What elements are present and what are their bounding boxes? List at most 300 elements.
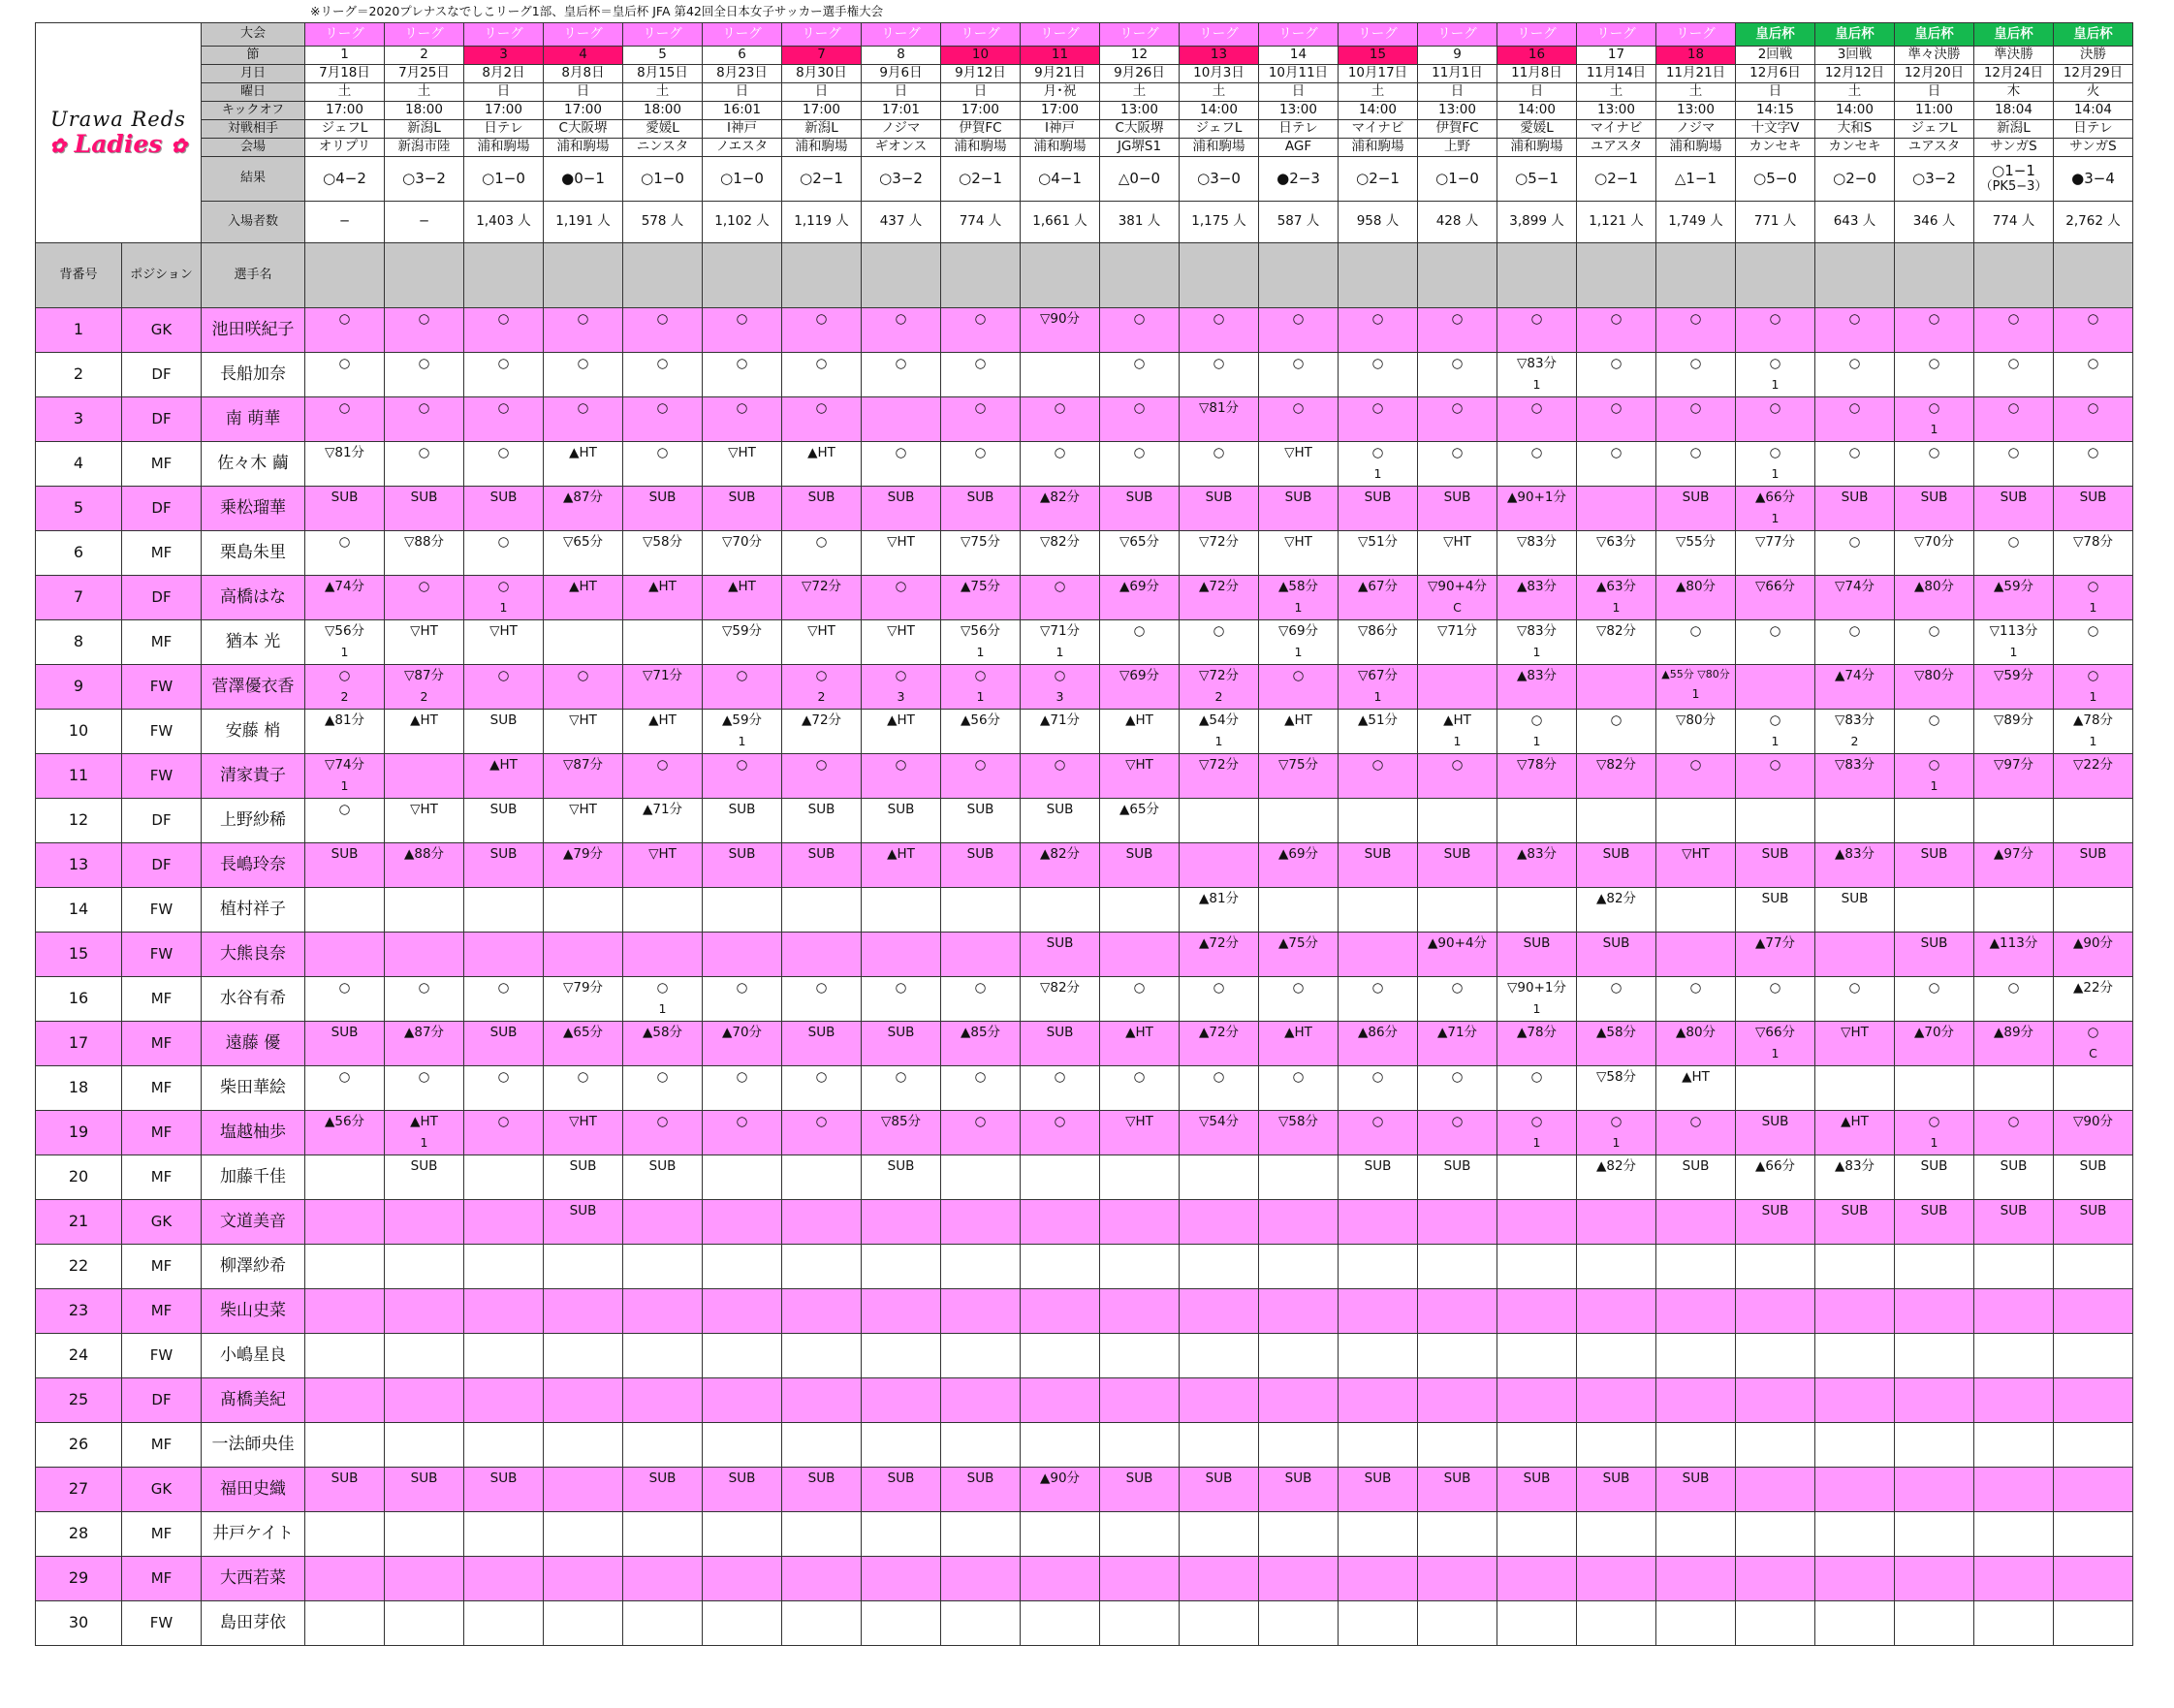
- goal-count: 1: [738, 733, 746, 748]
- appearance-cell: [1418, 1378, 1497, 1423]
- appearance-status: ○: [1213, 1069, 1225, 1085]
- appearance-cell: [1815, 1557, 1895, 1601]
- appearance-cell: [385, 1334, 464, 1378]
- appearance-cell: [464, 799, 544, 843]
- appearance-status: ▲80分: [1675, 1025, 1717, 1040]
- appearance-status: ▽81分: [324, 445, 365, 460]
- appearance-cell: [1497, 1289, 1577, 1334]
- player-number: 11: [36, 754, 122, 799]
- appearance-cell: [1895, 933, 1974, 977]
- match-opp: ジェフL: [1895, 120, 1974, 139]
- appearance-status: ▲113分: [1989, 935, 2038, 951]
- header-label-opp: 対戦相手: [202, 120, 305, 139]
- appearance-status: [782, 1382, 861, 1398]
- appearance-cell: [1259, 1423, 1339, 1468]
- appearance-cell: [385, 710, 464, 754]
- appearance-cell: [1339, 1022, 1418, 1066]
- appearance-status: ○: [1371, 757, 1384, 773]
- appearance-cell: [1736, 531, 1815, 576]
- appearance-status: [1418, 892, 1497, 907]
- appearance-cell: [544, 1601, 623, 1646]
- appearance-status: [1100, 1293, 1179, 1309]
- appearance-cell: [544, 1557, 623, 1601]
- appearance-cell: [464, 665, 544, 710]
- appearance-status: [544, 1471, 622, 1487]
- logo-ladies: Ladies: [65, 129, 172, 158]
- appearance-status: [385, 1293, 463, 1309]
- appearance-cell: [2054, 1289, 2133, 1334]
- appearance-status: ▽75分: [960, 534, 1001, 550]
- appearance-cell: [1259, 710, 1339, 754]
- appearance-cell: [2054, 576, 2133, 620]
- appearance-status: ▽82分: [1039, 980, 1081, 996]
- appearance-status: [1497, 803, 1576, 818]
- appearance-status: ▲HT: [807, 445, 835, 460]
- appearance-status: [1339, 936, 1417, 952]
- player-row: [36, 576, 2133, 620]
- appearance-status: ▲75分: [1277, 935, 1319, 951]
- appearance-cell: [1974, 1512, 2054, 1557]
- appearance-status: ▽78分: [1516, 757, 1558, 773]
- appearance-status: ▽71分: [1039, 623, 1081, 639]
- appearance-status: [862, 1204, 940, 1219]
- header-row-kickoff: [36, 102, 2133, 120]
- appearance-cell: [1100, 665, 1180, 710]
- appearance-status: [1418, 1382, 1497, 1398]
- appearance-cell: [464, 620, 544, 665]
- appearance-cell: [862, 1066, 941, 1111]
- appearance-cell: [623, 353, 703, 397]
- match-kind: リーグ: [782, 23, 862, 47]
- match-opp: 日テレ: [1259, 120, 1339, 139]
- appearance-status: [1577, 1338, 1655, 1353]
- appearance-status: [1339, 892, 1417, 907]
- appearance-cell: [862, 1200, 941, 1245]
- match-venue: 浦和駒場: [1339, 139, 1418, 157]
- appearance-cell: [941, 620, 1021, 665]
- appearance-status: [1259, 1204, 1338, 1219]
- appearance-cell: [2054, 1378, 2133, 1423]
- appearance-cell: [1021, 620, 1100, 665]
- appearance-status: ▽51分: [1357, 534, 1399, 550]
- goal-count: 2: [1850, 733, 1859, 748]
- appearance-cell: [1815, 1245, 1895, 1289]
- appearance-status: ○: [815, 400, 828, 416]
- appearance-cell: [1736, 1066, 1815, 1111]
- goal-count: 1: [340, 777, 349, 793]
- appearance-status: ○: [736, 980, 748, 996]
- match-venue: ギオンス: [862, 139, 941, 157]
- appearance-status: [1895, 1293, 1973, 1309]
- appearance-status: [623, 1293, 702, 1309]
- goal-count: 1: [1294, 599, 1303, 615]
- match-att: 578 人: [623, 202, 703, 243]
- appearance-status: SUB: [1523, 1471, 1551, 1486]
- player-position: MF: [122, 1423, 202, 1468]
- appearance-status: ○: [1054, 1114, 1066, 1129]
- player-number: 14: [36, 888, 122, 933]
- appearance-status: [1497, 1338, 1576, 1353]
- appearance-status: [782, 1338, 861, 1353]
- appearance-status: ○: [1689, 980, 1702, 996]
- player-row: [36, 1289, 2133, 1334]
- goal-count: 1: [658, 1000, 667, 1016]
- appearance-status: [1736, 1605, 1814, 1621]
- appearance-status: [1418, 1427, 1497, 1442]
- appearance-status: SUB: [807, 846, 835, 862]
- match-kind: リーグ: [1180, 23, 1259, 47]
- appearance-status: ○: [815, 311, 828, 327]
- match-kind: リーグ: [1021, 23, 1100, 47]
- appearance-cell: [1339, 1512, 1418, 1557]
- appearance-cell: [1259, 1601, 1339, 1646]
- match-opp: 愛媛L: [1497, 120, 1577, 139]
- appearance-cell: [1577, 710, 1656, 754]
- appearance-status: SUB: [648, 490, 677, 505]
- appearance-cell: [1180, 397, 1259, 442]
- appearance-cell: [623, 531, 703, 576]
- appearance-status: [544, 1338, 622, 1353]
- appearance-cell: [862, 1155, 941, 1200]
- appearance-cell: [1418, 1423, 1497, 1468]
- appearance-cell: [1736, 799, 1815, 843]
- appearance-status: [1021, 1605, 1099, 1621]
- appearance-cell: [544, 397, 623, 442]
- appearance-cell: [1418, 754, 1497, 799]
- appearance-status: ▽22分: [2072, 757, 2114, 773]
- match-result: ○5−0: [1736, 157, 1815, 202]
- match-dow: 土: [1339, 83, 1418, 102]
- appearance-cell: [1497, 1423, 1577, 1468]
- match-result: ○1−0: [1418, 157, 1497, 202]
- player-number: 26: [36, 1423, 122, 1468]
- appearance-cell: [941, 1111, 1021, 1155]
- appearance-cell: [1021, 1334, 1100, 1378]
- appearance-cell: [1815, 442, 1895, 487]
- appearance-status: SUB: [1364, 1471, 1392, 1486]
- appearance-status: [1180, 1427, 1258, 1442]
- player-row: [36, 1334, 2133, 1378]
- appearance-status: [1815, 1427, 1894, 1442]
- player-name: 柴田華絵: [202, 1066, 305, 1111]
- appearance-status: [2054, 1561, 2132, 1576]
- appearance-status: ○: [338, 1069, 351, 1085]
- match-result: ●0−1: [544, 157, 623, 202]
- appearance-status: [1339, 1516, 1417, 1532]
- appearance-status: SUB: [489, 846, 518, 862]
- match-date: 8月30日: [782, 65, 862, 83]
- appearance-cell: [2054, 397, 2133, 442]
- appearance-status: [1021, 357, 1099, 372]
- appearance-status: ○: [1769, 445, 1781, 460]
- player-number: 19: [36, 1111, 122, 1155]
- match-att: 1,191 人: [544, 202, 623, 243]
- match-result: ○2−1: [941, 157, 1021, 202]
- appearance-cell: [305, 1245, 385, 1289]
- appearance-status: SUB: [1364, 490, 1392, 505]
- player-number: 13: [36, 843, 122, 888]
- appearance-status: ○: [1610, 311, 1623, 327]
- appearance-cell: [2054, 1022, 2133, 1066]
- appearance-status: ○: [974, 1114, 987, 1129]
- goal-count: 1: [1373, 688, 1382, 704]
- appearance-cell: [1656, 620, 1736, 665]
- appearance-status: [1895, 1516, 1973, 1532]
- appearance-status: ▽HT: [569, 802, 597, 817]
- appearance-cell: [385, 1378, 464, 1423]
- appearance-status: [1100, 1159, 1179, 1175]
- appearance-status: SUB: [1125, 490, 1153, 505]
- appearance-status: SUB: [1125, 846, 1153, 862]
- appearance-status: [1339, 803, 1417, 818]
- appearance-cell: [941, 442, 1021, 487]
- appearance-cell: [782, 754, 862, 799]
- appearance-cell: [1418, 1557, 1497, 1601]
- player-name: 髙橋美紀: [202, 1378, 305, 1423]
- appearance-status: ▲HT: [569, 579, 597, 594]
- appearance-cell: [1100, 977, 1180, 1022]
- appearance-cell: [623, 1512, 703, 1557]
- appearance-status: ○: [1133, 1069, 1146, 1085]
- appearance-status: [1180, 1561, 1258, 1576]
- appearance-status: ○: [1054, 668, 1066, 683]
- match-opp: 日テレ: [2054, 120, 2133, 139]
- appearance-status: ○: [338, 980, 351, 996]
- player-header-blank: [1418, 243, 1497, 308]
- header-label-date: 月日: [202, 65, 305, 83]
- player-header-blank: [1339, 243, 1418, 308]
- match-venue: 浦和駒場: [941, 139, 1021, 157]
- appearance-status: ○: [1848, 356, 1861, 371]
- appearance-status: SUB: [648, 1158, 677, 1174]
- player-row: [36, 1557, 2133, 1601]
- player-position: MF: [122, 1289, 202, 1334]
- appearance-status: [1577, 1605, 1655, 1621]
- appearance-status: ▽87分: [562, 757, 604, 773]
- appearance-status: ▽HT: [728, 445, 756, 460]
- appearance-status: [782, 1427, 861, 1442]
- player-row: [36, 620, 2133, 665]
- player-number: 17: [36, 1022, 122, 1066]
- appearance-status: SUB: [728, 802, 756, 817]
- appearance-status: ○: [1848, 400, 1861, 416]
- appearance-status: ○: [2007, 400, 2020, 416]
- appearance-cell: [2054, 1200, 2133, 1245]
- appearance-cell: [703, 442, 782, 487]
- appearance-status: [1180, 1338, 1258, 1353]
- appearance-cell: [1895, 754, 1974, 799]
- appearance-status: ○: [1054, 579, 1066, 594]
- match-venue: 浦和駒場: [464, 139, 544, 157]
- goal-count: 1: [1532, 376, 1541, 392]
- appearance-status: ○: [1848, 311, 1861, 327]
- match-venue: AGF: [1259, 139, 1339, 157]
- player-name: 島田芽依: [202, 1601, 305, 1646]
- appearance-cell: [1100, 442, 1180, 487]
- appearance-cell: [1180, 576, 1259, 620]
- appearance-cell: [1656, 1557, 1736, 1601]
- appearance-cell: [464, 888, 544, 933]
- match-date: 7月25日: [385, 65, 464, 83]
- appearance-cell: [2054, 843, 2133, 888]
- appearance-cell: [305, 442, 385, 487]
- appearance-status: ○: [1848, 980, 1861, 996]
- appearance-cell: [544, 1378, 623, 1423]
- appearance-status: [941, 1159, 1020, 1175]
- appearance-status: ▽72分: [1198, 534, 1240, 550]
- match-venue: 浦和駒場: [544, 139, 623, 157]
- appearance-cell: [1100, 710, 1180, 754]
- appearance-status: SUB: [966, 802, 994, 817]
- match-sec: 7: [782, 47, 862, 65]
- match-opp: マイナビ: [1577, 120, 1656, 139]
- appearance-cell: [1577, 308, 1656, 353]
- match-date: 11月1日: [1418, 65, 1497, 83]
- appearance-cell: [1100, 1022, 1180, 1066]
- appearance-cell: [544, 1200, 623, 1245]
- appearance-cell: [1736, 1557, 1815, 1601]
- appearance-status: SUB: [410, 1158, 438, 1174]
- appearance-status: ○: [1213, 980, 1225, 996]
- appearance-cell: [1736, 843, 1815, 888]
- appearance-cell: [1895, 888, 1974, 933]
- appearance-status: ○: [1292, 311, 1305, 327]
- appearance-cell: [464, 1334, 544, 1378]
- player-number: 3: [36, 397, 122, 442]
- appearance-cell: [1021, 487, 1100, 531]
- appearance-cell: [862, 1423, 941, 1468]
- appearance-cell: [1259, 576, 1339, 620]
- appearance-status: ▲58分: [1595, 1025, 1637, 1040]
- appearance-cell: [1815, 933, 1895, 977]
- appearance-cell: [1180, 353, 1259, 397]
- appearance-cell: [703, 799, 782, 843]
- appearance-cell: [1418, 308, 1497, 353]
- match-venue: 上野: [1418, 139, 1497, 157]
- appearance-cell: [623, 308, 703, 353]
- appearance-status: ○: [1530, 712, 1543, 728]
- appearance-status: ▽82分: [1595, 623, 1637, 639]
- appearance-cell: [1021, 576, 1100, 620]
- player-position: DF: [122, 799, 202, 843]
- appearance-cell: [862, 1245, 941, 1289]
- appearance-status: [1339, 1382, 1417, 1398]
- appearance-cell: [1021, 1423, 1100, 1468]
- appearance-cell: [1418, 1200, 1497, 1245]
- appearance-cell: [941, 1066, 1021, 1111]
- appearance-status: SUB: [1920, 846, 1948, 862]
- player-position: FW: [122, 1601, 202, 1646]
- appearance-status: [703, 1293, 781, 1309]
- appearance-cell: [1577, 665, 1656, 710]
- player-name: 文道美音: [202, 1200, 305, 1245]
- match-date: 8月15日: [623, 65, 703, 83]
- match-dow: 日: [1736, 83, 1815, 102]
- appearance-cell: [1339, 353, 1418, 397]
- appearance-status: ○: [974, 668, 987, 683]
- appearance-cell: [1021, 977, 1100, 1022]
- match-kind: リーグ: [1418, 23, 1497, 47]
- match-venue: サンガS: [1974, 139, 2054, 157]
- appearance-status: ○: [1133, 356, 1146, 371]
- appearance-cell: [385, 397, 464, 442]
- appearance-status: ▽63分: [1595, 534, 1637, 550]
- appearance-cell: [1974, 1155, 2054, 1200]
- footnote: ※リーグ＝2020プレナスなでしこリーグ1部、皇后杯＝皇后杯 JFA 第42回全日本女子サッカー選手権大会: [310, 4, 884, 18]
- match-result: [1974, 157, 2054, 202]
- appearance-status: [385, 1204, 463, 1219]
- appearance-status: [1656, 1561, 1735, 1576]
- appearance-status: ○: [2007, 311, 2020, 327]
- appearance-cell: [1259, 1200, 1339, 1245]
- match-kickoff: 17:00: [305, 102, 385, 120]
- appearance-cell: [1736, 1378, 1815, 1423]
- player-name: 清家貴子: [202, 754, 305, 799]
- match-venue: ニンスタ: [623, 139, 703, 157]
- match-result: ○3−2: [862, 157, 941, 202]
- appearance-status: [623, 1382, 702, 1398]
- appearance-cell: [1339, 665, 1418, 710]
- appearance-status: SUB: [2000, 1203, 2028, 1218]
- appearance-cell: [1577, 933, 1656, 977]
- appearance-status: [623, 1516, 702, 1532]
- appearance-status: ▽90分: [2072, 1114, 2114, 1129]
- appearance-cell: [782, 1289, 862, 1334]
- appearance-status: ○: [2087, 668, 2099, 683]
- appearance-cell: [623, 888, 703, 933]
- header-row-opp: [36, 120, 2133, 139]
- appearance-cell: [1021, 442, 1100, 487]
- appearance-cell: [385, 1512, 464, 1557]
- appearance-cell: [703, 531, 782, 576]
- appearance-cell: [1815, 487, 1895, 531]
- player-row: [36, 397, 2133, 442]
- appearance-status: ▽86分: [1357, 623, 1399, 639]
- match-dow: 土: [623, 83, 703, 102]
- appearance-cell: [1736, 1601, 1815, 1646]
- appearance-status: SUB: [807, 490, 835, 505]
- appearance-cell: [1577, 531, 1656, 576]
- appearance-status: ▽79分: [562, 980, 604, 996]
- appearance-cell: [1895, 799, 1974, 843]
- appearance-status: ○: [1133, 623, 1146, 639]
- appearance-cell: [1259, 442, 1339, 487]
- appearance-status: ○: [1769, 400, 1781, 416]
- player-name: 植村祥子: [202, 888, 305, 933]
- appearance-status: ○: [1928, 445, 1940, 460]
- match-kickoff: 17:00: [544, 102, 623, 120]
- appearance-cell: [544, 888, 623, 933]
- match-kickoff: 14:00: [1339, 102, 1418, 120]
- appearance-cell: [464, 977, 544, 1022]
- player-position: GK: [122, 308, 202, 353]
- appearance-status: ○: [974, 356, 987, 371]
- appearance-status: SUB: [807, 802, 835, 817]
- appearance-cell: [1656, 933, 1736, 977]
- appearance-status: [1259, 1561, 1338, 1576]
- header-row-kind: [36, 23, 2133, 47]
- match-att: 774 人: [941, 202, 1021, 243]
- appearance-cell: [1259, 397, 1339, 442]
- appearance-status: ▲55分 ▽80分: [1661, 668, 1730, 680]
- match-kind: 皇后杯: [2054, 23, 2133, 47]
- appearance-cell: [623, 620, 703, 665]
- appearance-cell: [1895, 1200, 1974, 1245]
- appearance-status: ▲71分: [1039, 712, 1081, 728]
- appearance-status: ○: [656, 311, 669, 327]
- appearance-status: ○: [736, 311, 748, 327]
- match-result: △0−0: [1100, 157, 1180, 202]
